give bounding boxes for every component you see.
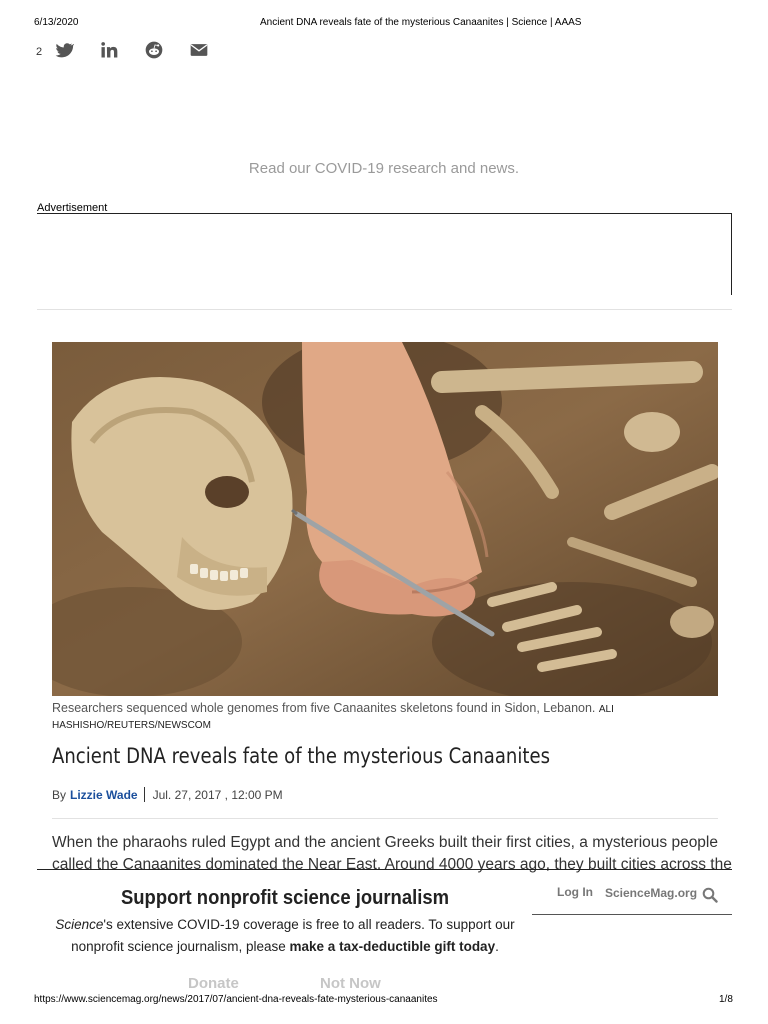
photo-credit: ALI HASHISHO/REUTERS/NEWSCOM xyxy=(52,704,614,731)
email-icon[interactable] xyxy=(189,40,209,60)
byline-divider xyxy=(144,787,145,802)
byline xyxy=(52,787,283,802)
covid-research-link[interactable]: Read our COVID-19 research and news. xyxy=(248,160,520,177)
share-bar xyxy=(36,40,234,60)
search-icon[interactable] xyxy=(702,887,718,903)
article-headline: Ancient DNA reveals fate of the mysterious Canaanites xyxy=(52,744,550,768)
author-link[interactable]: Lizzie Wade xyxy=(70,787,138,802)
reddit-icon[interactable] xyxy=(144,40,164,60)
support-text xyxy=(50,914,520,958)
support-text-body: 's extensive COVID-19 coverage is free to all readers. To support our nonprofit science journalism, please xyxy=(71,917,515,954)
divider xyxy=(37,309,732,310)
print-date: 6/13/2020 xyxy=(34,17,79,28)
print-url: https://www.sciencemag.org/news/2017/07/ancient-dna-reveals-fate-mysterious-canaanites xyxy=(34,994,438,1005)
advertisement-label: Advertisement xyxy=(37,202,108,214)
linkedin-icon[interactable] xyxy=(99,40,119,60)
body-line: called the Canaanites dominated the Near East. Around 4000 years ago, they built cities across the xyxy=(52,856,732,873)
sciencemag-link[interactable]: ScienceMag.org xyxy=(605,886,698,900)
twitter-icon[interactable] xyxy=(54,40,74,60)
overlay-divider xyxy=(37,869,732,870)
print-title: Ancient DNA reveals fate of the mysterious Canaanites | Science | AAAS xyxy=(260,17,582,28)
science-name: Science xyxy=(55,917,104,932)
gift-link[interactable]: make a tax-deductible gift today xyxy=(289,939,496,954)
article-photo xyxy=(52,342,718,696)
caption-text: Researchers sequenced whole genomes from five Canaanites skeletons found in Sidon, Lebanon. xyxy=(52,701,596,715)
share-count: 2 xyxy=(36,46,43,58)
publish-date: Jul. 27, 2017 , 12:00 PM xyxy=(152,787,283,802)
advertisement-slot[interactable] xyxy=(37,213,732,295)
donate-button[interactable]: Donate xyxy=(188,975,239,992)
body-line: When the pharaohs ruled Egypt and the ancient Greeks built their first cities, a mysterious people xyxy=(52,834,718,851)
divider xyxy=(52,818,718,819)
support-text-end: . xyxy=(495,939,499,954)
not-now-button[interactable]: Not Now xyxy=(320,975,381,992)
support-title: Support nonprofit science journalism xyxy=(120,886,450,909)
byline-prefix: By xyxy=(52,787,67,802)
print-page-number: 1/8 xyxy=(719,994,733,1005)
photo-caption xyxy=(52,701,692,733)
login-link[interactable]: Log In xyxy=(557,885,593,899)
site-nav xyxy=(532,885,732,915)
